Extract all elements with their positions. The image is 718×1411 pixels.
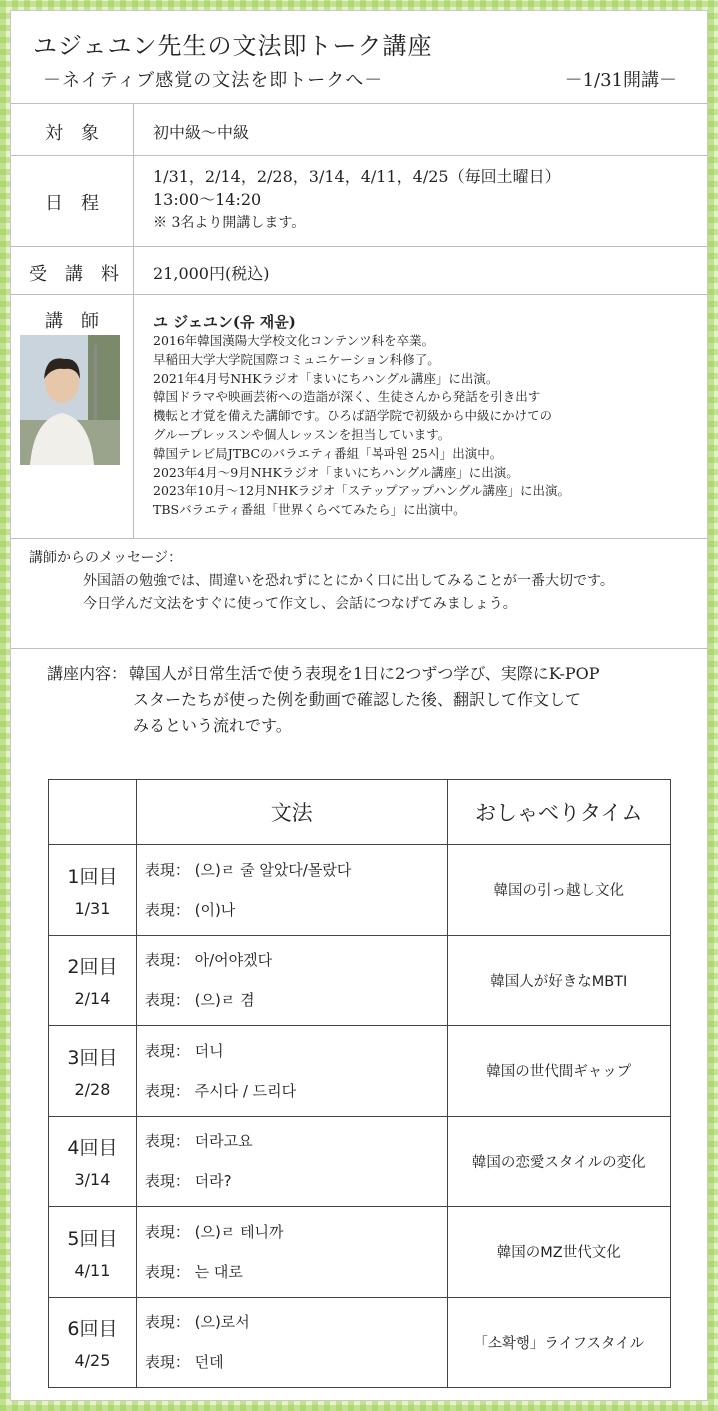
message-line: 外国語の勉強では、間違いを恐れずにとにかく口に出してみることが一番大切です。 <box>83 573 614 589</box>
session-number: 2回目 <box>67 956 118 979</box>
talk-topic: 韓国のMZ世代文化 <box>447 1207 670 1298</box>
table-header-cell <box>49 780 137 845</box>
instructor-photo <box>20 335 120 465</box>
table-header-talk: おしゃべりタイム <box>447 780 670 845</box>
course-line: 韓国人が日常生活で使う表現を1日に2つずつ学び、実際にK-POP <box>129 664 600 683</box>
expression: 表現： 던데 <box>144 1353 224 1372</box>
message-label: 講師からのメッセージ： <box>29 550 183 566</box>
flyer-sheet <box>10 10 708 1401</box>
session-number: 6回目 <box>67 1318 118 1341</box>
message-line: 今日学んだ文法をすぐに使って作文し、会話につなげてみましょう。 <box>83 596 517 612</box>
table-header-row <box>49 780 671 845</box>
grammar-cell <box>136 1297 447 1388</box>
expression: 表現： 더니 <box>144 1041 224 1060</box>
table-row <box>49 1026 671 1117</box>
talk-topic: 韓国の恋愛スタイルの変化 <box>447 1116 670 1207</box>
fee-label: 受講料 <box>29 264 137 285</box>
expression: 表現： (이)나 <box>144 900 236 919</box>
grammar-cell <box>136 845 447 936</box>
grammar-cell <box>136 935 447 1026</box>
session-number: 4回目 <box>67 1137 118 1160</box>
session-cell <box>49 935 137 1026</box>
fee-value: 21,000円(税込) <box>153 264 270 283</box>
session-date: 2/28 <box>74 1079 111 1099</box>
session-number: 5回目 <box>67 1227 118 1250</box>
session-date: 3/14 <box>74 1170 111 1190</box>
table-row <box>49 1116 671 1207</box>
session-cell <box>49 845 137 936</box>
schedule-line: 13:00～14:20 <box>153 190 262 209</box>
table-row <box>49 1207 671 1298</box>
instructor-label: 講師 <box>45 311 117 332</box>
bio-line: グループレッスンや個人レッスンを担当しています。 <box>153 426 451 442</box>
talk-topic: 韓国の世代間ギャップ <box>447 1026 670 1117</box>
page-title: ユジェユン先生の文法即トーク講座 <box>33 32 433 60</box>
divider <box>11 155 707 156</box>
divider <box>11 103 707 104</box>
course-line: スターたちが使った例を動画で確認した後、翻訳して作文して <box>133 690 582 709</box>
schedule-line: 1/31，2/14，2/28，3/14，4/11，4/25（毎回土曜日） <box>153 167 561 186</box>
open-date: －1/31開講－ <box>564 70 677 91</box>
session-cell <box>49 1116 137 1207</box>
session-number: 1回目 <box>67 865 118 888</box>
session-date: 2/14 <box>74 989 111 1009</box>
instructor-name: ユ ジェユン(유 재윤) <box>153 313 296 331</box>
session-date: 1/31 <box>74 898 111 918</box>
course-label: 講座内容： <box>47 664 128 683</box>
bio-line: 2023年10月～12月NHKラジオ「ステップアップハングル講座」に出演。 <box>153 483 571 499</box>
table-header-grammar: 文法 <box>136 780 447 845</box>
grammar-cell <box>136 1116 447 1207</box>
expression: 表現： (으)로서 <box>144 1313 250 1332</box>
talk-topic: 「소확행」ライフスタイル <box>447 1297 670 1388</box>
table-row <box>49 845 671 936</box>
bio-line: TBSバラエティ番組「世界くらべてみたら」に出演中。 <box>153 502 466 518</box>
schedule-label: 日程 <box>45 193 117 214</box>
divider <box>11 538 707 539</box>
target-label: 対象 <box>45 123 117 144</box>
bio-line: 2016年韓国漢陽大学校文化コンテンツ科を卒業。 <box>153 333 435 348</box>
message-text <box>83 570 614 616</box>
expression: 表現： (으)ㄹ 줄 알았다/몰랐다 <box>144 860 352 879</box>
expression: 表現： 아/어야겠다 <box>144 951 273 970</box>
expression: 表現： 더라고요 <box>144 1132 253 1151</box>
expression: 表現： (으)ㄹ 겸 <box>144 991 255 1010</box>
bio-line: 2021年4月号NHKラジオ「まいにちハングル講座」に出演。 <box>153 370 499 386</box>
session-cell <box>49 1207 137 1298</box>
divider <box>11 246 707 247</box>
session-number: 3回目 <box>67 1046 118 1069</box>
bio-line: 早稲田大学大学院国際コミュニケーション科修了。 <box>153 351 440 367</box>
bio-line: 韓国テレビ局JTBCのバラエティ番組「복파원 25시」出演中。 <box>153 445 503 461</box>
header <box>11 11 707 103</box>
bio-line: 2023年4月～9月NHKラジオ「まいにちハングル講座」に出演。 <box>153 464 519 480</box>
course-line: みるという流れです。 <box>133 716 292 735</box>
table-row <box>49 935 671 1026</box>
instructor-bio <box>153 332 570 520</box>
grammar-cell <box>136 1207 447 1298</box>
course-text <box>129 661 600 739</box>
bio-line: 韓国ドラマや映画芸術への造詣が深く、生徒さんから発話を引き出す <box>153 389 541 405</box>
talk-topic: 韓国人が好きなMBTI <box>447 935 670 1026</box>
expression: 表現： 더라? <box>144 1172 232 1191</box>
column-divider <box>133 104 134 538</box>
portrait-image <box>20 335 120 465</box>
expression: 表現： 주시다 / 드리다 <box>144 1081 297 1100</box>
schedule-note: ※ 3名より開講します。 <box>153 215 306 231</box>
session-date: 4/11 <box>74 1260 111 1280</box>
divider <box>11 648 707 649</box>
page-subtitle: －ネイティブ感覚の文法を即トークへ－ <box>43 70 384 91</box>
expression: 表現： (으)ㄹ 테니까 <box>144 1222 284 1241</box>
schedule-table <box>48 779 671 1388</box>
session-cell <box>49 1026 137 1117</box>
session-cell <box>49 1297 137 1388</box>
divider <box>11 294 707 295</box>
expression: 表現： 는 대로 <box>144 1262 243 1281</box>
talk-topic: 韓国の引っ越し文化 <box>447 845 670 936</box>
target-value: 初中級～中級 <box>153 123 250 142</box>
bio-line: 機転と才覚を備えた講師です。ひろば語学院で初級から中級にかけての <box>153 408 553 424</box>
grammar-cell <box>136 1026 447 1117</box>
session-date: 4/25 <box>74 1351 111 1371</box>
table-row <box>49 1297 671 1388</box>
